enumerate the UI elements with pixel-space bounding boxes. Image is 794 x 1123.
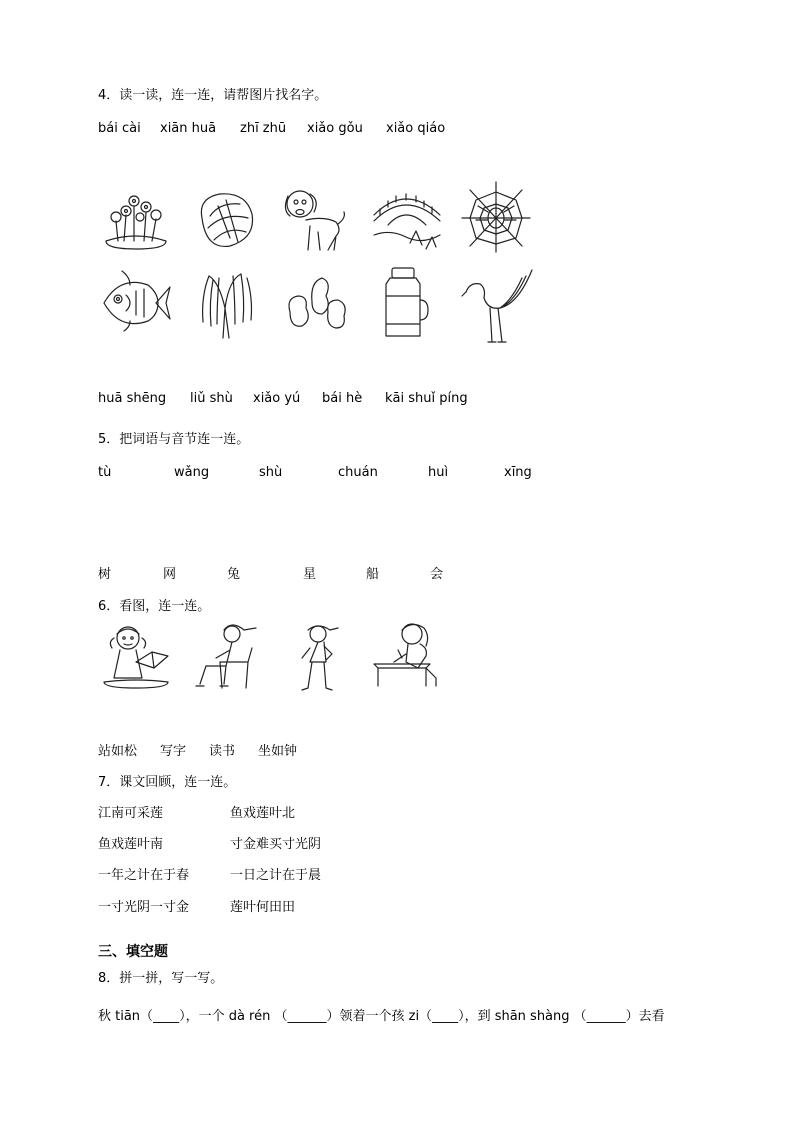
answer-blank[interactable]: ______ bbox=[287, 1009, 327, 1024]
pinyin-bottom-5: kāi shuǐ píng bbox=[385, 391, 468, 406]
q7-left-4: 一寸光阴一寸金 bbox=[98, 900, 190, 915]
answer-blank[interactable]: ____ bbox=[153, 1009, 180, 1024]
pinyin-top-5: xiǎo qiáo bbox=[386, 121, 446, 136]
q8-segment: ）去看 bbox=[625, 1009, 665, 1024]
q8-segment: ），一个 dà rén （ bbox=[179, 1009, 288, 1024]
q4-title: 4．读一读，连一连，请帮图片找名字。 bbox=[98, 88, 328, 103]
q6-title: 6．看图，连一连。 bbox=[98, 599, 211, 614]
q7-right-1: 鱼戏莲叶北 bbox=[230, 806, 296, 821]
q5-pinyin-6: xīng bbox=[504, 465, 532, 480]
q7-left-3: 一年之计在于春 bbox=[98, 868, 190, 883]
q5-pinyin-2: wǎng bbox=[174, 465, 210, 480]
q7-right-4: 莲叶何田田 bbox=[230, 900, 296, 915]
answer-blank[interactable]: ____ bbox=[432, 1009, 459, 1024]
q8-segment: ）领着一个孩 zi（ bbox=[326, 1009, 433, 1024]
q5-pinyin-4: chuán bbox=[338, 465, 378, 480]
bridge-icon bbox=[370, 185, 444, 255]
pinyin-bottom-4: bái hè bbox=[322, 391, 363, 406]
flowers-icon bbox=[100, 185, 172, 253]
peanut-icon bbox=[282, 272, 352, 334]
dog-icon bbox=[280, 182, 352, 254]
pinyin-top-3: zhī zhū bbox=[240, 121, 287, 136]
crane-icon bbox=[460, 264, 536, 344]
q6-word-2: 写字 bbox=[160, 744, 187, 759]
q7-right-3: 一日之计在于晨 bbox=[230, 868, 322, 883]
q8-title: 8．拼一拼，写一写。 bbox=[98, 971, 224, 986]
q5-pinyin-5: huì bbox=[428, 465, 449, 480]
q5-char-2: 网 bbox=[163, 567, 177, 582]
q5-char-6: 会 bbox=[430, 567, 444, 582]
spider-icon bbox=[460, 180, 532, 254]
q5-pinyin-1: tù bbox=[98, 465, 112, 480]
q5-pinyin-3: shù bbox=[259, 465, 283, 480]
sitting-girl-icon bbox=[186, 622, 264, 692]
writing-girl-icon bbox=[372, 620, 446, 690]
q8-segment: 秋 tiān（ bbox=[98, 1009, 154, 1024]
pinyin-top-4: xiǎo gǒu bbox=[307, 121, 363, 136]
q7-left-1: 江南可采莲 bbox=[98, 806, 164, 821]
reading-girl-icon bbox=[102, 622, 172, 692]
fish-icon bbox=[100, 265, 172, 341]
q7-left-2: 鱼戏莲叶南 bbox=[98, 837, 164, 852]
q6-word-3: 读书 bbox=[209, 744, 236, 759]
q5-char-1: 树 bbox=[98, 567, 112, 582]
answer-blank[interactable]: ______ bbox=[586, 1009, 626, 1024]
q7-right-2: 寸金难买寸光阴 bbox=[230, 837, 322, 852]
q5-title: 5．把词语与音节连一连。 bbox=[98, 432, 250, 447]
section-title: 三、填空题 bbox=[98, 944, 168, 960]
pinyin-bottom-2: liǔ shù bbox=[190, 391, 233, 406]
pinyin-bottom-1: huā shēng bbox=[98, 391, 167, 406]
cabbage-icon bbox=[190, 188, 260, 252]
q8-line bbox=[98, 1005, 665, 1024]
q8-segment: ），到 shān shàng （ bbox=[458, 1009, 587, 1024]
pinyin-top-1: bái cài bbox=[98, 121, 141, 136]
pinyin-bottom-3: xiǎo yú bbox=[253, 391, 301, 406]
q6-word-4: 坐如钟 bbox=[258, 744, 298, 759]
standing-boy-icon bbox=[296, 624, 350, 694]
q5-char-3: 兔 bbox=[227, 567, 241, 582]
willow-icon bbox=[195, 268, 257, 340]
bottle-icon bbox=[380, 266, 430, 340]
pinyin-top-2: xiān huā bbox=[160, 121, 217, 136]
q7-title: 7．课文回顾，连一连。 bbox=[98, 775, 237, 790]
q6-word-1: 站如松 bbox=[98, 744, 138, 759]
q5-char-5: 船 bbox=[366, 567, 380, 582]
q5-char-4: 星 bbox=[303, 567, 317, 582]
